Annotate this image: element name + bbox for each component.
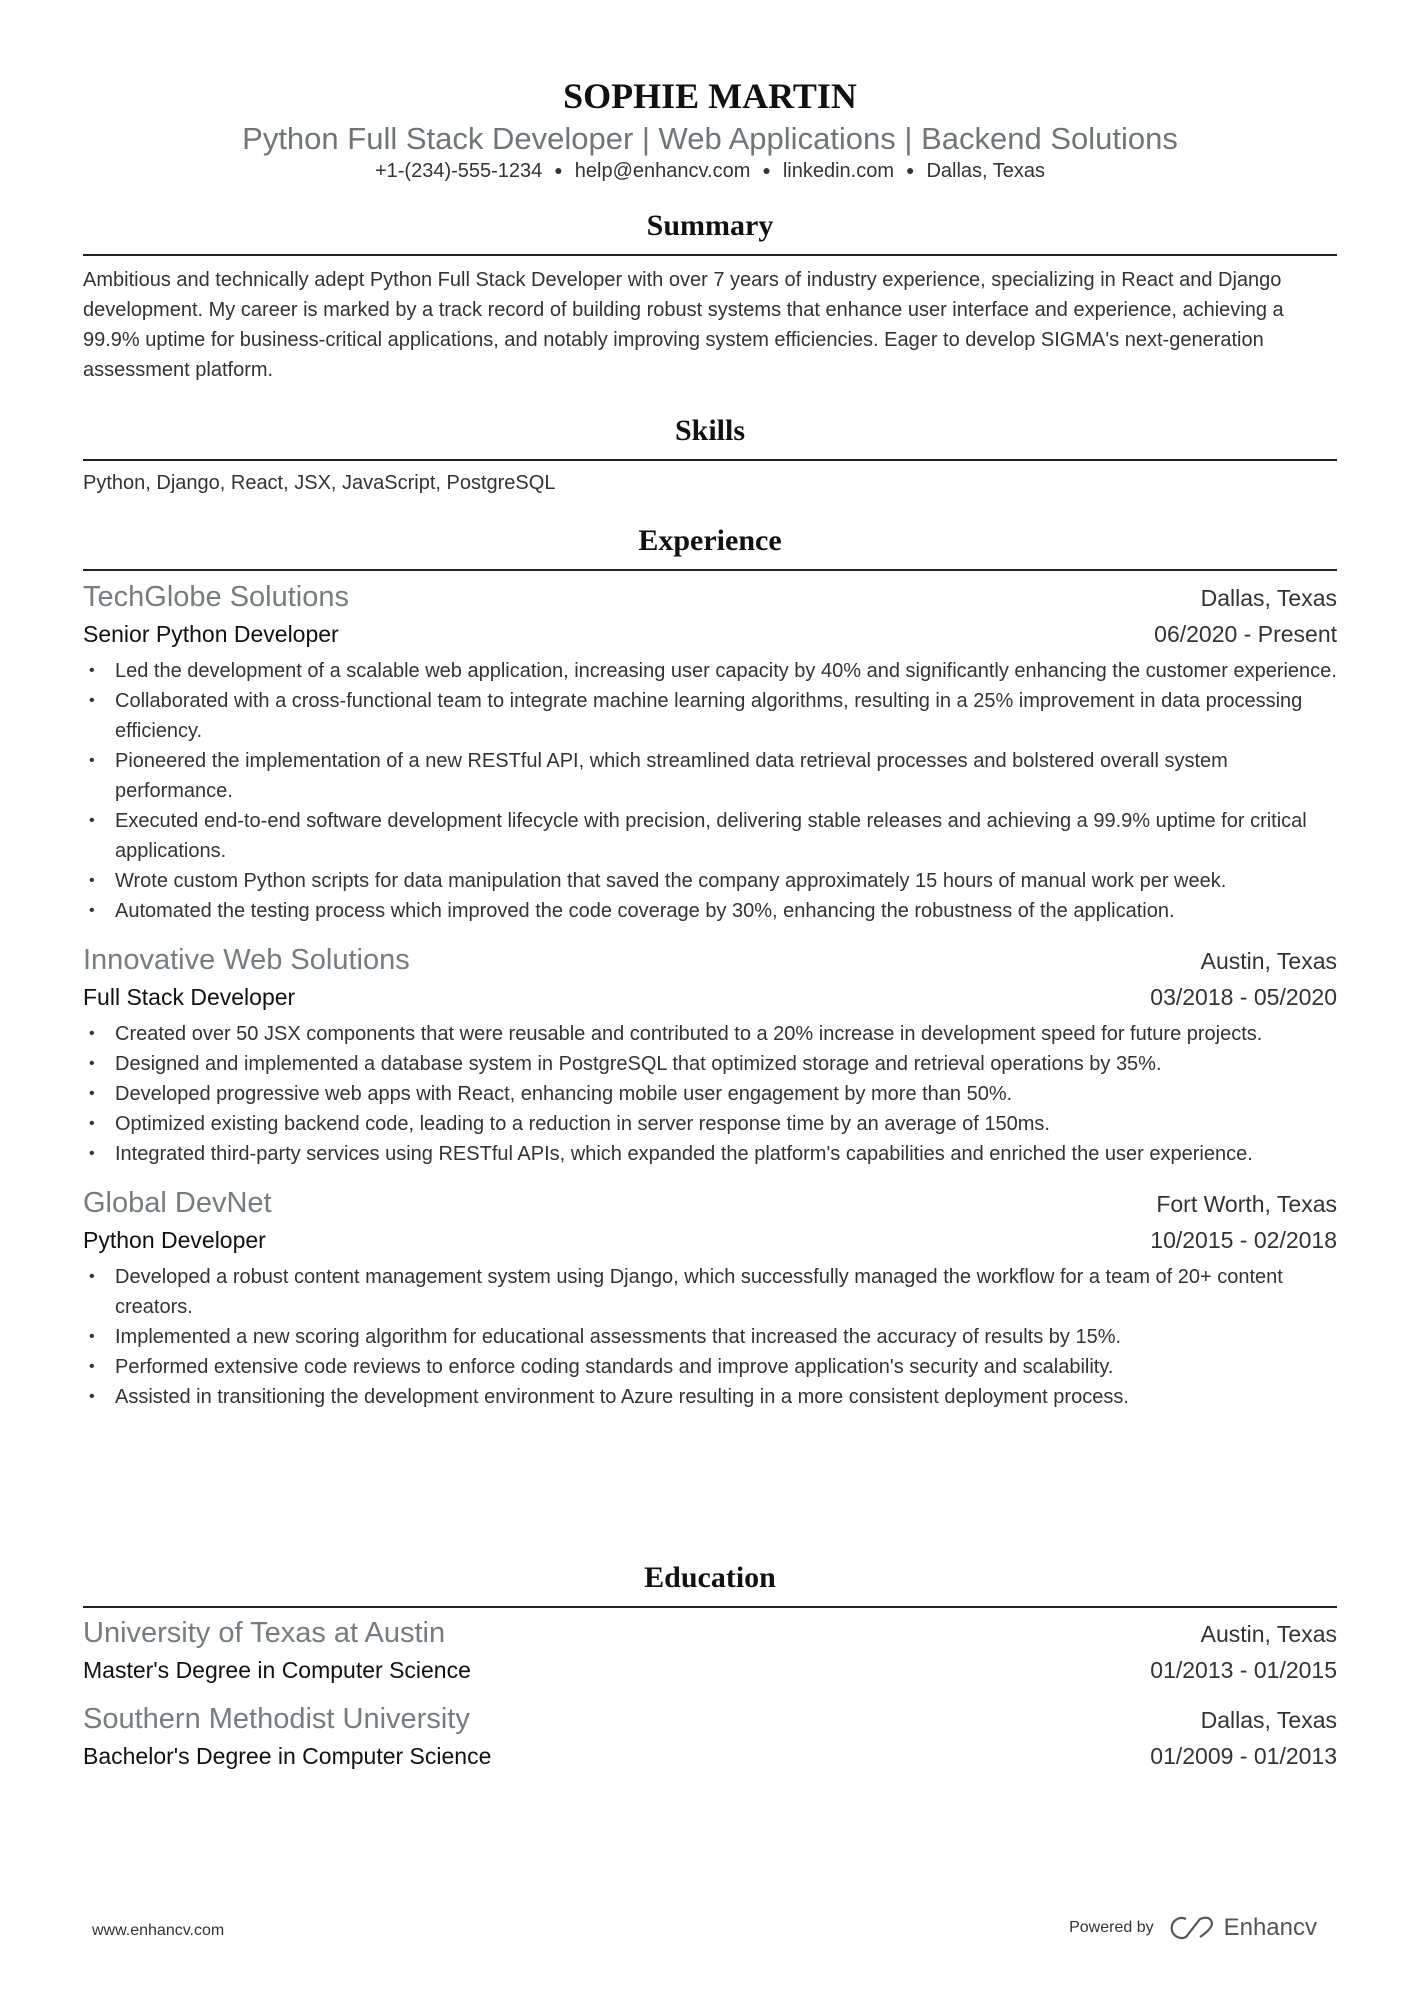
bullet: • Implemented a new scoring algorithm for educational assessments that increased the accuracy of results by 15%.: [83, 1322, 1337, 1352]
job-title: Full Stack Developer: [83, 984, 296, 1010]
skills-text: Python, Django, React, JSX, JavaScript, PostgreSQL: [83, 472, 556, 494]
headline: Python Full Stack Developer | Web Applications | Backend Solutions: [242, 121, 1178, 156]
bullet: • Pioneered the implementation of a new RESTful API, which streamlined data retrieval processes and bolstered overall system performance.: [83, 746, 1337, 806]
summary-section: [83, 208, 1337, 385]
bullet: • Assisted in transitioning the development environment to Azure resulting in a more consistent deployment process.: [83, 1382, 1337, 1412]
school-name: University of Texas at Austin: [83, 1617, 446, 1649]
job-location: Fort Worth, Texas: [1156, 1191, 1337, 1217]
skills-section: [83, 413, 1337, 498]
bullet: • Created over 50 JSX components that were reusable and contributed to a 20% increase in development speed for future projects.: [83, 1019, 1337, 1049]
company-name: TechGlobe Solutions: [83, 581, 349, 613]
job-location: Austin, Texas: [1200, 948, 1337, 974]
job-location: Dallas, Texas: [1200, 585, 1337, 611]
school-name: Southern Methodist University: [83, 1703, 470, 1735]
powered-by-label: Powered by: [1069, 1919, 1154, 1936]
enhancv-logo-icon: [1170, 1915, 1216, 1941]
education-entry: [83, 1615, 1337, 1688]
job-dates: 03/2018 - 05/2020: [1150, 984, 1337, 1010]
bullet: • Developed progressive web apps with React, enhancing mobile user engagement by more than 50%.: [83, 1079, 1337, 1109]
section-title: Skills: [83, 413, 1337, 461]
linkedin[interactable]: linkedin.com: [782, 160, 894, 182]
location: Dallas, Texas: [926, 160, 1046, 182]
experience-section: [83, 523, 1337, 1428]
job-dates: 10/2015 - 02/2018: [1150, 1227, 1337, 1253]
bullet: • Wrote custom Python scripts for data manipulation that saved the company approximately 15 hours of manual work per week.: [83, 866, 1337, 896]
section-title: Education: [83, 1560, 1337, 1608]
brand-logo[interactable]: [1170, 1914, 1317, 1942]
email[interactable]: help@enhancv.com: [574, 160, 751, 182]
section-title: Experience: [83, 523, 1337, 571]
bullet: • Performed extensive code reviews to enforce coding standards and improve application's security and scalability.: [83, 1352, 1337, 1382]
experience-entry: [83, 579, 1337, 926]
job-dates: 06/2020 - Present: [1154, 621, 1337, 647]
bullet-list: [83, 656, 1337, 926]
education-dates: 01/2013 - 01/2015: [1150, 1657, 1337, 1683]
bullet-list: [83, 1262, 1337, 1412]
school-location: Dallas, Texas: [1200, 1707, 1337, 1733]
bullet: • Collaborated with a cross-functional team to integrate machine learning algorithms, resulting in a 25% improvement in data processing efficiency.: [83, 686, 1337, 746]
candidate-name: SOPHIE MARTIN: [563, 76, 857, 116]
section-title: Summary: [83, 208, 1337, 256]
school-location: Austin, Texas: [1200, 1621, 1337, 1647]
footer-branding: [1069, 1914, 1317, 1942]
bullet: • Designed and implemented a database system in PostgreSQL that optimized storage and retrieval operations by 35%.: [83, 1049, 1337, 1079]
bullet-list: [83, 1019, 1337, 1169]
bullet: • Integrated third-party services using RESTful APIs, which expanded the platform's capabilities and enriched the user experience.: [83, 1139, 1337, 1169]
contact-info: +1-(234)-555-1234 ● help@enhancv.com ● linkedin.com ● Dallas, Texas: [374, 160, 1046, 182]
summary-text: Ambitious and technically adept Python Full Stack Developer with over 7 years of industry experience, specializing in React and Django development. My career is marked by a track record of building robust systems that enhance user interface and experience, achieving a 99.9% uptime for business-critical applications, and notably improving system efficiencies. Eager to develop SIGMA's next-generation assessment platform.: [83, 269, 1284, 381]
bullet: • Automated the testing process which improved the code coverage by 30%, enhancing the robustness of the application.: [83, 896, 1337, 926]
bullet: • Developed a robust content management system using Django, which successfully managed the workflow for a team of 20+ content creators.: [83, 1262, 1337, 1322]
bullet: • Executed end-to-end software development lifecycle with precision, delivering stable releases and achieving a 99.9% uptime for critical applications.: [83, 806, 1337, 866]
experience-entry: [83, 1185, 1337, 1412]
footer-website[interactable]: www.enhancv.com: [92, 1922, 225, 1939]
education-entry: [83, 1701, 1337, 1774]
phone: +1-(234)-555-1234: [374, 160, 543, 182]
bullet: • Optimized existing backend code, leading to a reduction in server response time by an average of 150ms.: [83, 1109, 1337, 1139]
education-section: [83, 1560, 1337, 1787]
company-name: Innovative Web Solutions: [83, 944, 410, 976]
job-title: Senior Python Developer: [83, 621, 339, 647]
bullet: • Led the development of a scalable web application, increasing user capacity by 40% and significantly enhancing the customer experience.: [83, 656, 1337, 686]
degree: Master's Degree in Computer Science: [83, 1657, 471, 1683]
education-dates: 01/2009 - 01/2013: [1150, 1743, 1337, 1769]
degree: Bachelor's Degree in Computer Science: [83, 1743, 492, 1769]
brand-name: Enhancv: [1223, 1914, 1317, 1941]
company-name: Global DevNet: [83, 1187, 272, 1219]
experience-entry: [83, 942, 1337, 1169]
job-title: Python Developer: [83, 1227, 266, 1253]
